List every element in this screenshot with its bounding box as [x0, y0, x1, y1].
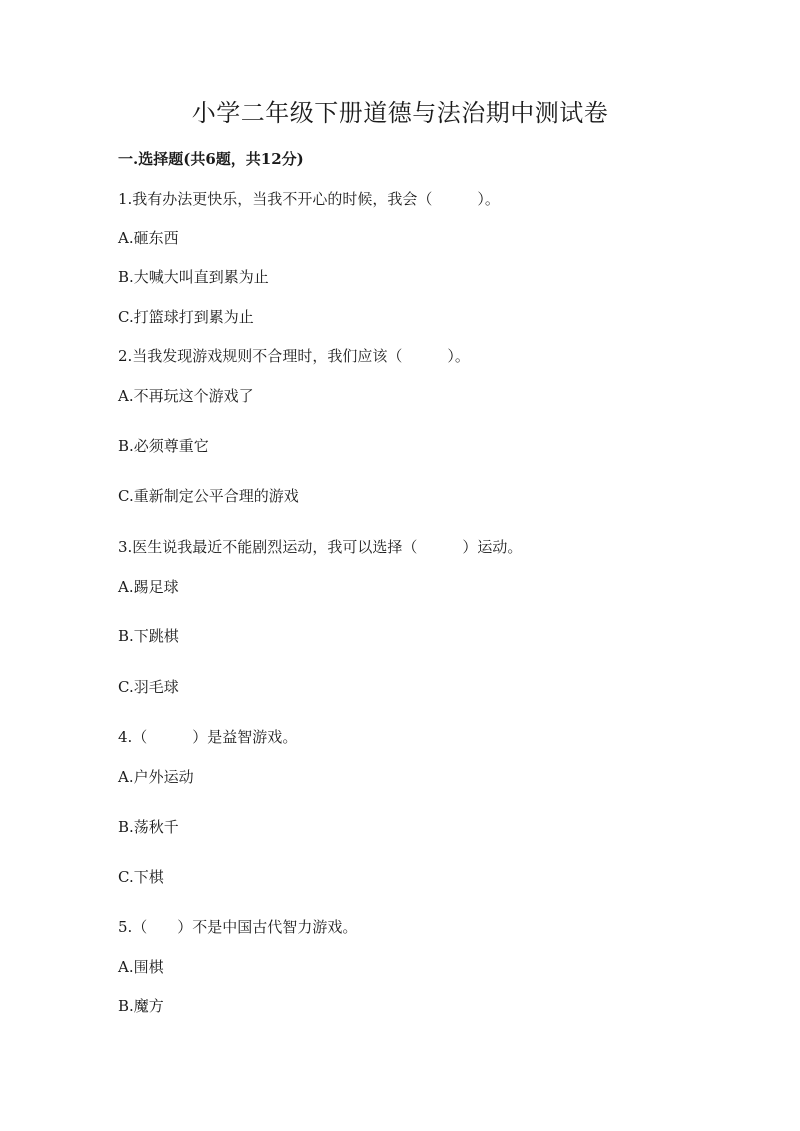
question-5-option-b: B.魔方: [118, 997, 164, 1015]
question-1-option-a: A.砸东西: [118, 229, 179, 247]
question-3-option-c: C.羽毛球: [118, 678, 179, 696]
page-title: 小学二年级下册道德与法治期中测试卷: [191, 99, 609, 127]
question-1-stem: 1.我有办法更快乐，当我不开心的时候，我会（ ）。: [118, 190, 500, 208]
question-4-stem: 4.（ ）是益智游戏。: [118, 728, 298, 746]
question-2-stem: 2.当我发现游戏规则不合理时，我们应该（ ）。: [118, 347, 470, 365]
question-5-stem: 5.（ ）不是中国古代智力游戏。: [118, 918, 358, 936]
question-4-option-b: B.荡秋千: [118, 818, 179, 836]
question-2-option-a: A.不再玩这个游戏了: [118, 387, 254, 405]
question-1-option-c: C.打篮球打到累为止: [118, 308, 254, 326]
question-3-option-a: A.踢足球: [118, 578, 179, 596]
section-heading: 一.选择题(共6题，共12分): [118, 150, 304, 168]
question-2-option-b: B.必须尊重它: [118, 437, 209, 455]
question-3-option-b: B.下跳棋: [118, 627, 179, 645]
question-4-option-a: A.户外运动: [118, 768, 194, 786]
question-5-option-a: A.围棋: [118, 958, 164, 976]
question-1-option-b: B.大喊大叫直到累为止: [118, 268, 269, 286]
question-3-stem: 3.医生说我最近不能剧烈运动，我可以选择（ ）运动。: [118, 538, 523, 556]
question-4-option-c: C.下棋: [118, 868, 164, 886]
question-2-option-c: C.重新制定公平合理的游戏: [118, 487, 299, 505]
